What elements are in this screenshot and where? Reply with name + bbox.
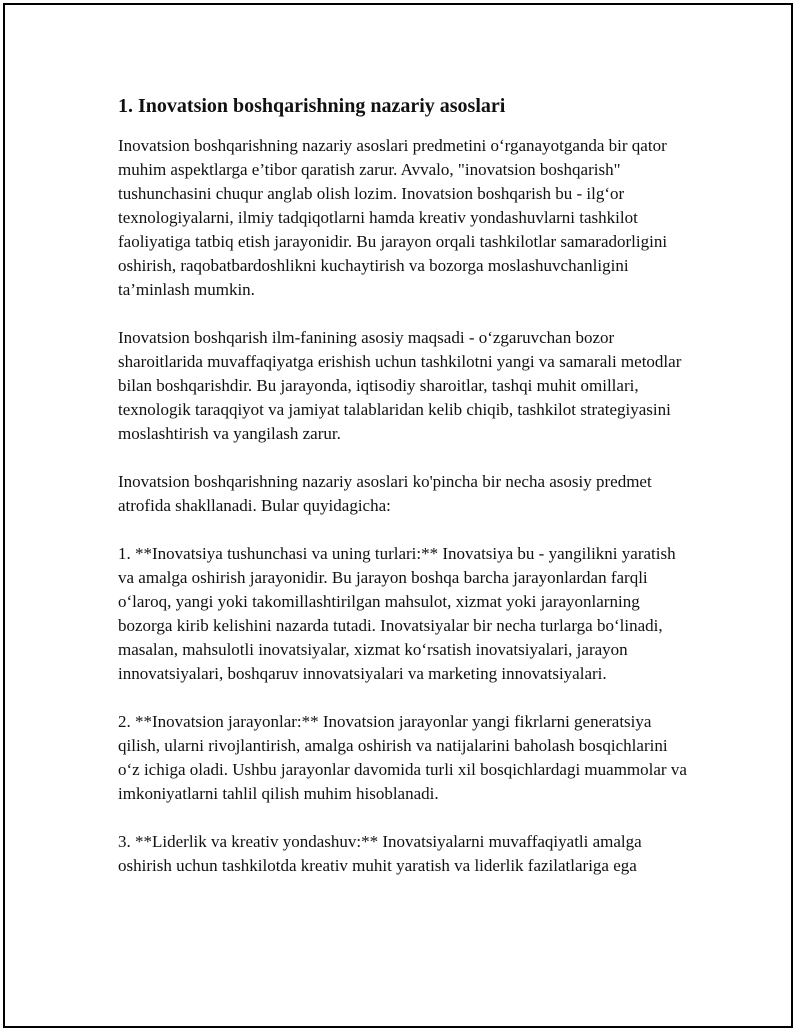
document-body: [118, 92, 693, 902]
paragraph-intro: Inovatsion boshqarishning nazariy asoslari predmetini o‘rganayotganda bir qator muhim aspektlarga e’tibor qaratish zarur. Avvalo, "inovatsion boshqarish" tushunchasini chuqur anglab olish lozim. Inovatsion boshqarish bu - ilg‘or texnologiyalarni, ilmiy tadqiqotlarni hamda kreativ yondashuvlarni tashkilot faoliyatiga tatbiq etish jarayonidir. Bu jarayon orqali tashkilotlar samaradorligini oshirish, raqobatbardoshlikni kuchaytirish va bozorga moslashuvchanligini ta’minlash mumkin.: [118, 136, 668, 299]
paragraph-subjects: Inovatsion boshqarishning nazariy asoslari ko'pincha bir necha asosiy predmet atrofida shakllanadi. Bular quyidagicha:: [118, 472, 652, 515]
paragraph-item-2: 2. **Inovatsion jarayonlar:** Inovatsion jarayonlar yangi fikrlarni generatsiya qilish, ularni rivojlantirish, amalga oshirish va natijalarini baholash bosqichlarini o‘z ichiga oladi. Ushbu jarayonlar davomida turli xil bosqichlardagi muammolar va imkoniyatlarni tahlil qilish muhim hisoblanadi.: [118, 712, 687, 803]
paragraph-item-3: 3. **Liderlik va kreativ yondashuv:** Inovatsiyalarni muvaffaqiyatli amalga oshirish uchun tashkilotda kreativ muhit yaratish va liderlik fazilatlariga ega: [118, 832, 642, 875]
paragraph-item-1: 1. **Inovatsiya tushunchasi va uning turlari:** Inovatsiya bu - yangilikni yaratish va amalga oshirish jarayonidir. Bu jarayon boshqa barcha jarayonlardan farqli o‘laroq, yangi yoki takomillashtirilgan mahsulot, xizmat yoki jarayonlarning bozorga kirib kelishini nazarda tutadi. Inovatsiyalar bir necha turlarga bo‘linadi, masalan, mahsulotli inovatsiyalar, xizmat ko‘rsatish inovatsiyalari, jarayon innovatsiyalari, boshqaruv innovatsiyalari va marketing innovatsiyalari.: [118, 544, 676, 683]
section-heading: 1. Inovatsion boshqarishning nazariy asoslari: [118, 95, 506, 117]
paragraph-goal: Inovatsion boshqarish ilm-fanining asosiy maqsadi - o‘zgaruvchan bozor sharoitlarida muvaffaqiyatga erishish uchun tashkilotni yangi va samarali metodlar bilan boshqarishdir. Bu jarayonda, iqtisodiy sharoitlar, tashqi muhit omillari, texnologik taraqqiyot va jamiyat talablaridan kelib chiqib, tashkilot strategiyasini moslashtirish va yangilash zarur.: [118, 328, 682, 443]
